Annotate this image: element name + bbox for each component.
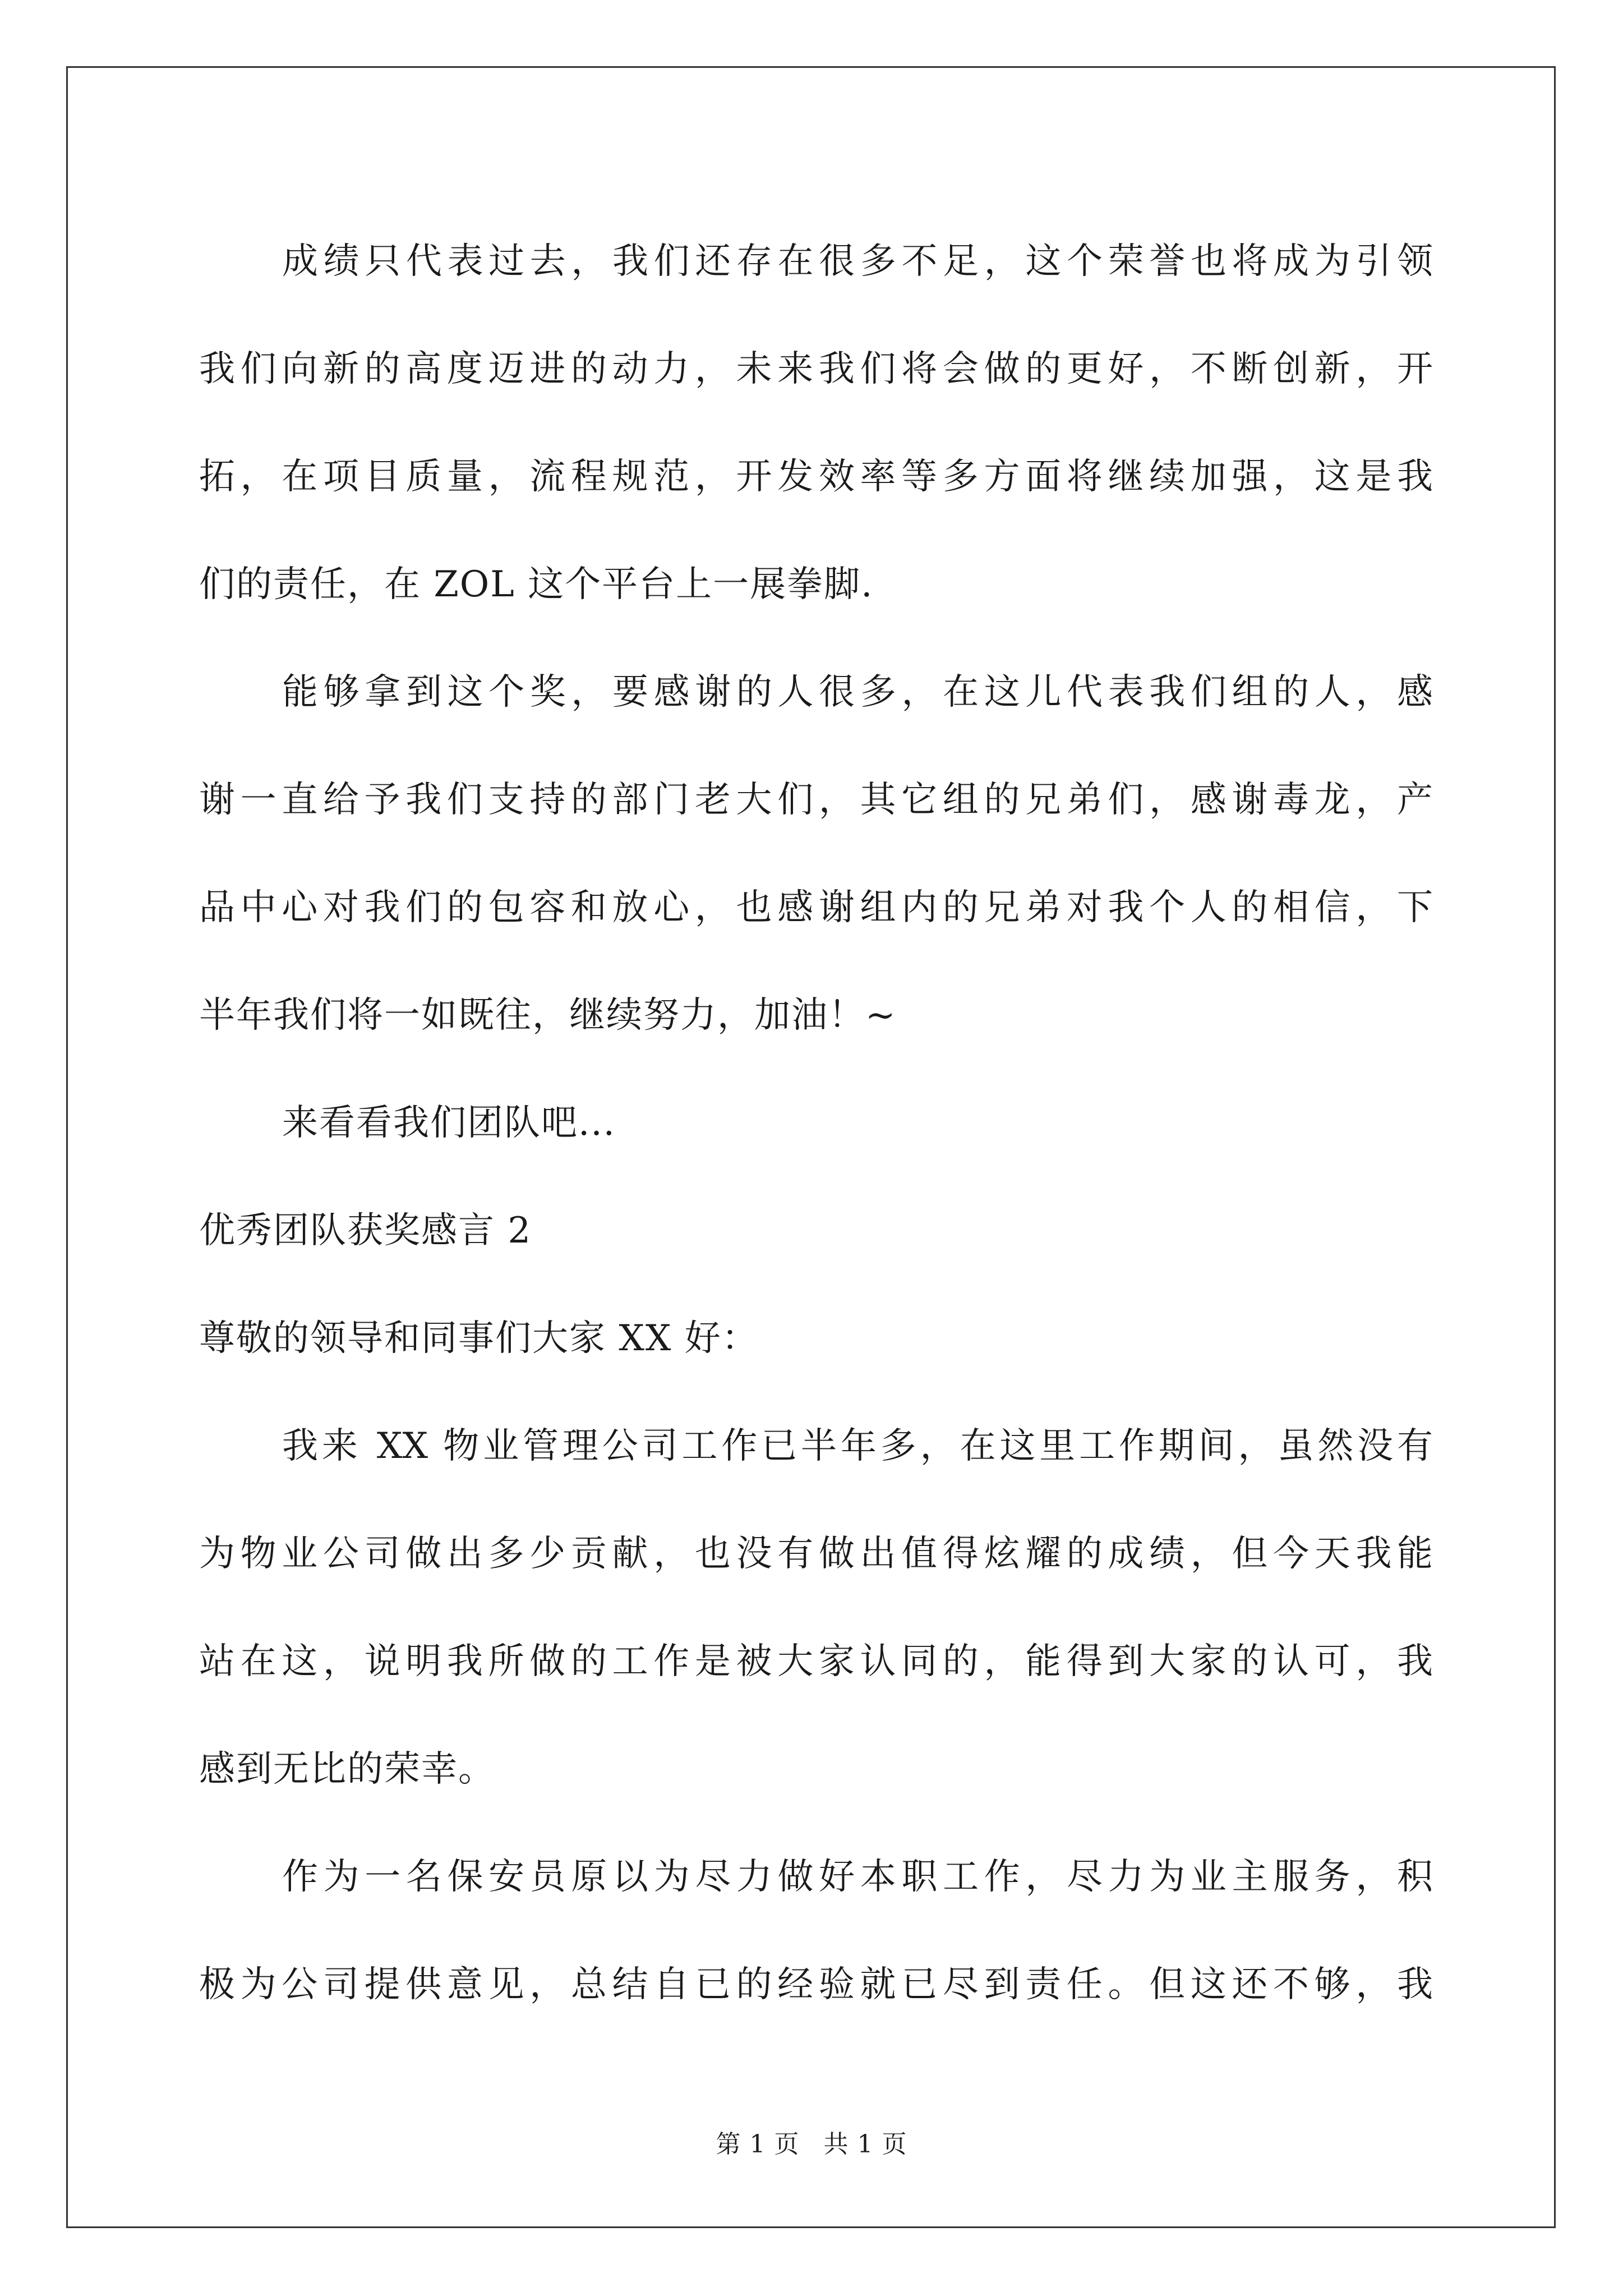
paragraph-1-line-1: 成绩只代表过去，我们还存在很多不足，这个荣誉也将成为引领 bbox=[282, 241, 1433, 282]
paragraph-3-line-1: 来看看我们团队吧... bbox=[282, 1102, 616, 1144]
paragraph-4-line-2: 为物业公司做出多少贡献，也没有做出值得炫耀的成绩，但今天我能 bbox=[199, 1533, 1433, 1575]
paragraph-2-line-4: 半年我们将一如既往，继续努力，加油！~ bbox=[199, 995, 897, 1036]
paragraph-1-line-4: 们的责任，在 ZOL 这个平台上一展拳脚. bbox=[199, 564, 874, 605]
paragraph-2-line-3: 品中心对我们的包容和放心，也感谢组内的兄弟对我个人的相信，下 bbox=[199, 887, 1433, 928]
paragraph-4-line-3: 站在这，说明我所做的工作是被大家认同的，能得到大家的认可，我 bbox=[199, 1641, 1433, 1682]
page-number-current: 第 1 页 bbox=[716, 2130, 800, 2159]
salutation: 尊敬的领导和同事们大家 XX 好： bbox=[199, 1318, 759, 1359]
page-footer bbox=[0, 2124, 1623, 2160]
paragraph-4-line-4: 感到无比的荣幸。 bbox=[199, 1749, 495, 1790]
paragraph-4-line-1: 我来 XX 物业管理公司工作已半年多，在这里工作期间，虽然没有 bbox=[282, 1425, 1433, 1467]
paragraph-5-line-1: 作为一名保安员原以为尽力做好本职工作，尽力为业主服务，积 bbox=[282, 1856, 1433, 1898]
paragraph-2-line-1: 能够拿到这个奖，要感谢的人很多，在这儿代表我们组的人，感 bbox=[282, 671, 1433, 713]
paragraph-5-line-2: 极为公司提供意见，总结自已的经验就已尽到责任。但这还不够，我 bbox=[199, 1964, 1433, 2005]
paragraph-1-line-2: 我们向新的高度迈进的动力，未来我们将会做的更好，不断创新，开 bbox=[199, 348, 1433, 390]
page-number-total: 共 1 页 bbox=[823, 2130, 907, 2159]
section-heading: 优秀团队获奖感言 2 bbox=[199, 1210, 532, 1251]
document-body bbox=[199, 208, 1433, 2039]
paragraph-2-line-2: 谢一直给予我们支持的部门老大们，其它组的兄弟们，感谢毒龙，产 bbox=[199, 779, 1433, 821]
paragraph-1-line-3: 拓，在项目质量，流程规范，开发效率等多方面将继续加强，这是我 bbox=[199, 456, 1433, 498]
